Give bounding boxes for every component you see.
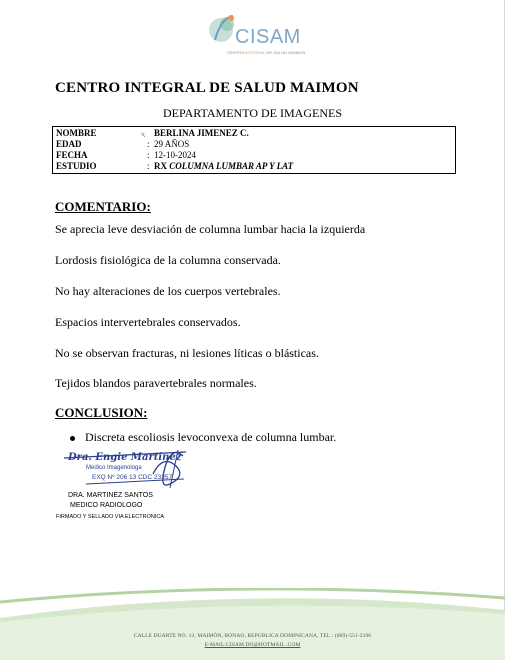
finding-line: Se aprecia leve desviación de columna lumbar hacia la izquierda [55, 222, 366, 236]
colon: : [147, 150, 150, 160]
nombre-value: BERLINA JIMENEZ C. [154, 128, 249, 138]
finding-line: Lordosis fisiológica de la columna conservada. [55, 253, 281, 267]
finding-line: No hay alteraciones de los cuerpos vertebrales. [55, 284, 281, 298]
footer-email: E-MAIL:CISAM.DO@HOTMAIL .COM [204, 642, 301, 648]
comentario-heading: COMENTARIO: [55, 199, 151, 214]
conclusion-item: Discreta escoliosis levoconvexa de columna lumbar. [85, 430, 337, 444]
signer-name: DRA. MARTINEZ SANTOS [68, 492, 153, 499]
estudio-label: ESTUDIO [56, 161, 97, 171]
edad-label: EDAD [56, 139, 82, 149]
stamp-exequatur: EXQ Nº 206 13 CDC 23357 [92, 474, 173, 481]
finding-line: Espacios intervertebrales conservados. [55, 315, 241, 329]
estudio-value: RX COLUMNA LUMBAR AP Y LAT [154, 161, 294, 171]
signer-role: MEDICO RADIOLOGO [70, 502, 143, 509]
conclusion-heading: CONCLUSION: [55, 405, 148, 420]
fecha-value: 12-10-2024 [154, 150, 196, 160]
edad-value: 29 AÑOS [154, 139, 190, 149]
doctor-stamp [58, 444, 208, 492]
colon: : [147, 161, 150, 171]
logo-subtitle: CENTROINTEGRAL DE SALUD MAIMON [227, 50, 306, 55]
signature-note: FIRMADO Y SELLADO VIA ELECTRONICA [56, 514, 164, 520]
center-title: CENTRO INTEGRAL DE SALUD MAIMON [55, 80, 359, 96]
logo-brand: CISAM [235, 26, 301, 48]
cisam-logo [205, 10, 320, 56]
fecha-label: FECHA [56, 150, 88, 160]
edit-mark-icon: ⲭ [141, 129, 145, 138]
finding-line: No se observan fracturas, ni lesiones líticas o blásticas. [55, 346, 319, 360]
finding-line: Tejidos blandos paravertebrales normales. [55, 376, 257, 390]
footer-wave [0, 588, 505, 660]
colon: : [147, 139, 150, 149]
footer-address: CALLE DUARTE NO. 13, MAIMÓN, BONAO, REPUBLICA DOMINICANA, TEL.: (809)-551-2196 [133, 633, 372, 639]
patient-info-box [52, 126, 456, 174]
department-title: DEPARTAMENTO DE IMAGENES [163, 106, 342, 120]
nombre-label: NOMBRE [56, 128, 97, 138]
stamp-title: Medico Imagenologa [86, 465, 142, 471]
bullet-icon [70, 436, 75, 441]
stamp-name: Dra. Engie Martinez [68, 452, 182, 463]
